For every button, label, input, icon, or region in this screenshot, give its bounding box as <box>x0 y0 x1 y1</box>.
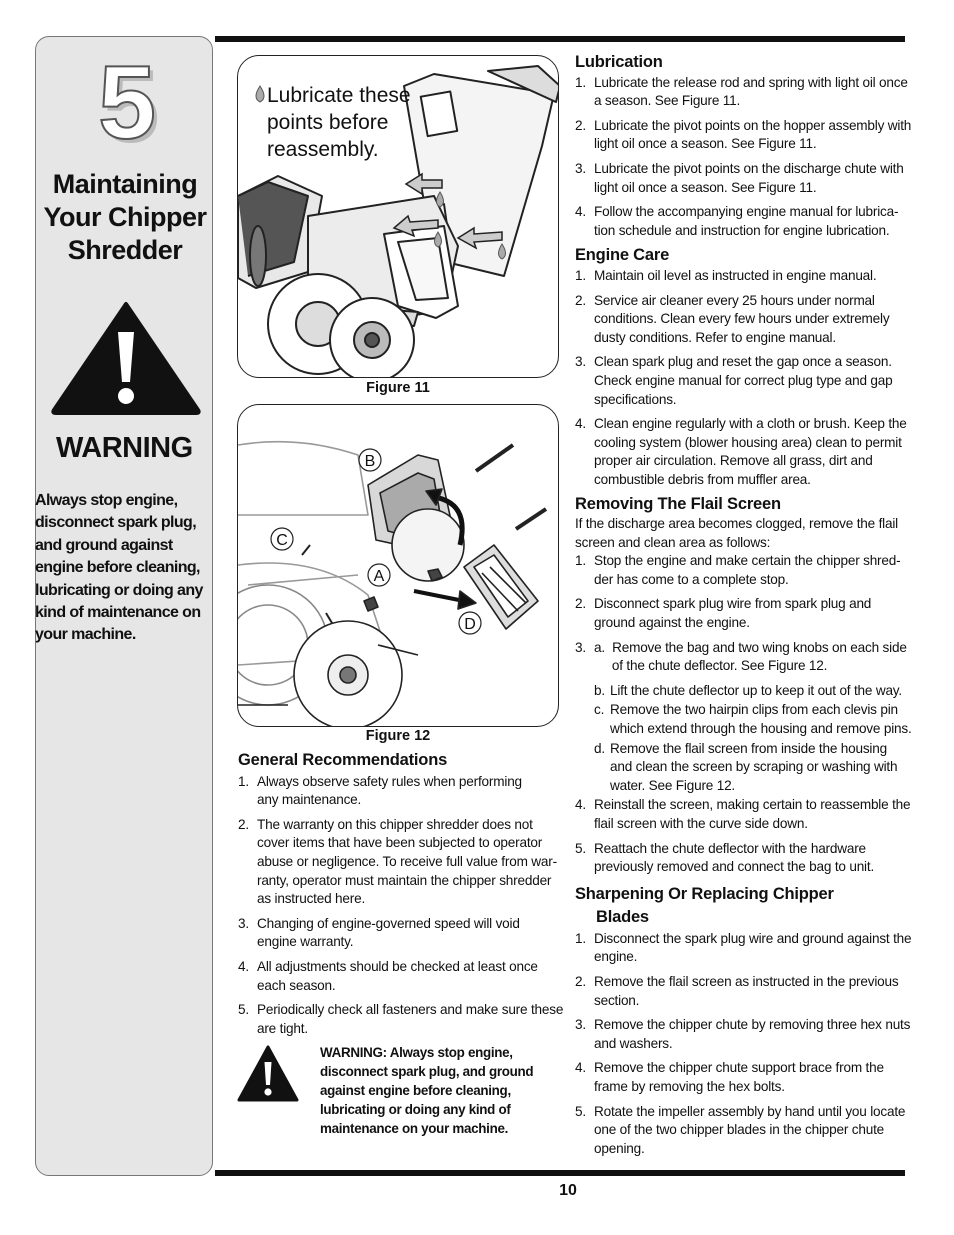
list-item <box>238 915 560 952</box>
warning-text <box>35 490 215 647</box>
list-item-number: 4. <box>575 797 586 813</box>
label-a: A <box>373 568 385 585</box>
list-item-line: Remove the chipper chute support brace from the <box>594 1060 884 1076</box>
list-item-number: 5. <box>575 1103 586 1119</box>
top-rule <box>215 36 905 42</box>
warning-triangle-icon <box>50 300 202 415</box>
list-item-number: d. <box>594 740 605 756</box>
list-item-number: 3. <box>575 639 586 655</box>
list-item <box>575 203 910 240</box>
list-item-line: Lubricate the release rod and spring with light oil once <box>594 74 908 90</box>
list-item-number: 2. <box>575 596 586 612</box>
flail-intro <box>575 515 910 552</box>
list-item <box>575 639 910 676</box>
general-recommendations-section <box>238 751 564 1044</box>
list-item-line: frame by removing the hex bolts. <box>594 1078 785 1094</box>
list-item-number: 1. <box>575 74 586 90</box>
warning-text-line: engine before cleaning, <box>35 559 200 577</box>
chapter-number: 5 <box>98 45 156 161</box>
warning-line: lubricating or doing any kind of <box>320 1102 511 1117</box>
list-item-line: Service air cleaner every 25 hours under normal <box>594 292 875 308</box>
list-item-line: ground against the engine. <box>594 615 750 631</box>
list-item-line: which extend through the housing and remove pins. <box>610 721 912 736</box>
list-item <box>575 595 910 632</box>
list-item <box>575 740 910 796</box>
list-item <box>575 74 910 111</box>
list-item-number: 1. <box>575 267 586 283</box>
chapter-title-line: Shredder <box>67 235 183 265</box>
list-item <box>575 973 910 1010</box>
list-item-line: Disconnect spark plug wire from spark plug and <box>594 596 872 612</box>
list-item-line: Maintain oil level as instructed in engine manual. <box>594 267 877 283</box>
warning-triangle-icon <box>237 1045 299 1103</box>
list-item-number: 1. <box>575 930 586 946</box>
list-item-number: b. <box>594 682 605 698</box>
figure-12-box <box>237 404 559 727</box>
list-item-number: 2. <box>238 816 249 832</box>
general-list <box>238 773 564 1039</box>
list-item-number: 3. <box>575 1017 586 1033</box>
list-item-line: Lubricate the pivot points on the discharge chute with <box>594 160 904 176</box>
list-item-line: Clean engine regularly with a cloth or brush. Keep the <box>594 416 907 432</box>
list-item-number: 5. <box>238 1002 249 1018</box>
list-item-line: opening. <box>594 1140 645 1156</box>
intro-line: If the discharge area becomes clogged, remove the flail <box>575 516 898 532</box>
warning-line: disconnect spark plug, and ground <box>320 1064 534 1079</box>
list-item-line: as instructed here. <box>257 891 366 907</box>
list-item-line: flail screen with the curve side down. <box>594 815 808 831</box>
heading-line: Blades <box>596 907 649 926</box>
list-item-line: combustible debris from muffler area. <box>594 471 811 487</box>
list-item-line: Remove the chipper chute by removing three hex nuts <box>594 1017 911 1033</box>
list-item <box>575 1103 910 1159</box>
list-item-line: ranty, operator must maintain the chipper shredder <box>257 872 552 888</box>
flail-screen-illustration <box>238 405 559 727</box>
warning-text-line: Always stop engine, <box>35 492 178 509</box>
list-item <box>575 840 910 877</box>
list-item-number: 2. <box>575 117 586 133</box>
list-item-line: Lift the chute deflector up to keep it out of the way. <box>610 682 902 698</box>
list-item-number: 4. <box>238 958 249 974</box>
list-item-line: Clean spark plug and reset the gap once a season. <box>594 354 892 370</box>
list-item <box>575 267 910 286</box>
list-item <box>575 701 910 738</box>
list-item-line: engine. <box>594 949 638 965</box>
list-item-line: of the chute deflector. See Figure 12. <box>594 658 828 674</box>
list-item-line: one of the two chipper blades in the chipper chute <box>594 1122 885 1138</box>
list-item-line: Reinstall the screen, making certain to reassemble the <box>594 797 911 813</box>
label-d: D <box>464 616 476 633</box>
list-item-number: 2. <box>575 292 586 308</box>
section-heading: General Recommendations <box>238 751 448 769</box>
note-line: Lubricate these <box>267 84 411 107</box>
list-item-line: dusty conditions. Refer to engine manual. <box>594 329 836 345</box>
maintenance-warning <box>320 1043 550 1138</box>
list-item-line: Disconnect the spark plug wire and ground against the <box>594 930 912 946</box>
chapter-title-line: Maintaining <box>52 169 198 199</box>
list-item-line: cover items that have been subjected to operator <box>257 835 543 851</box>
list-item <box>575 117 910 154</box>
list-item-number: 3. <box>238 915 249 931</box>
list-item-line: previously removed and connect the bag to unit. <box>594 859 875 875</box>
warning-text-line: your machine. <box>35 626 136 644</box>
page-number: 10 <box>559 1182 577 1199</box>
list-item <box>575 292 910 348</box>
list-item-number: 1. <box>575 553 586 569</box>
list-item <box>238 773 560 810</box>
chapter-title <box>36 168 214 267</box>
figure-11-note <box>254 82 411 163</box>
list-item <box>575 930 910 967</box>
list-item-line: All adjustments should be checked at least once <box>257 958 538 974</box>
warning-text-line: kind of maintenance on <box>35 604 201 622</box>
list-item-line: Check engine manual for correct plug type and gap <box>594 372 893 388</box>
warning-title: WARNING <box>56 432 193 464</box>
list-item-line: The warranty on this chipper shredder does not <box>257 816 533 832</box>
warning-line: maintenance on your machine. <box>320 1121 509 1136</box>
list-item-line: and washers. <box>594 1035 673 1051</box>
list-item <box>575 552 910 589</box>
lubrication-list <box>575 74 910 241</box>
list-item-line: Periodically check all fasteners and make sure these <box>257 1002 564 1018</box>
list-item <box>575 796 910 833</box>
engine-care-list <box>575 267 910 490</box>
list-item-line: Follow the accompanying engine manual for lubrica- <box>594 204 899 220</box>
warning-text-line: disconnect spark plug, <box>35 514 197 532</box>
list-item-line: Reattach the chute deflector with the hardware <box>594 840 866 856</box>
list-item-line: are tight. <box>257 1020 308 1036</box>
list-item-line: Lubricate the pivot points on the hopper assembly with <box>594 117 912 133</box>
list-item-number: 3. <box>575 160 586 176</box>
list-item-line: Remove the two hairpin clips from each clevis pin <box>610 702 898 718</box>
figure-11-caption: Figure 11 <box>366 380 430 396</box>
warning-line: against engine before cleaning, <box>320 1083 511 1098</box>
list-item <box>575 682 910 701</box>
warning-text-line: and ground against <box>35 536 173 554</box>
warning-line: WARNING: Always stop engine, <box>320 1045 513 1060</box>
note-line: reassembly. <box>267 138 379 161</box>
list-item-line: and clean the screen by scraping or washing with <box>610 759 898 775</box>
list-item-line: water. See Figure 12. <box>610 777 736 793</box>
list-item <box>238 816 560 909</box>
section-heading: Lubrication <box>575 53 663 71</box>
list-item <box>238 1001 564 1038</box>
list-item-line: a. Remove the bag and two wing knobs on each side <box>594 639 907 655</box>
list-item-line: Changing of engine-governed speed will void <box>257 915 520 931</box>
list-item-number: 4. <box>575 1060 586 1076</box>
section-heading: Removing The Flail Screen <box>575 495 781 514</box>
list-item <box>575 1016 910 1053</box>
list-item-number: 1. <box>238 773 249 789</box>
list-item-line: Rotate the impeller assembly by hand until you locate <box>594 1103 906 1119</box>
list-item-line: Always observe safety rules when performing <box>257 773 522 789</box>
list-item-line: cooling system (blower housing area) clean to permit <box>594 434 902 450</box>
list-item-number: 3. <box>575 354 586 370</box>
list-item-line: a season. See Figure 11. <box>594 93 741 109</box>
intro-line: screen and clean area as follows: <box>575 534 771 550</box>
flail-list <box>575 552 910 877</box>
list-item <box>575 415 910 489</box>
list-item-number: 4. <box>575 204 586 220</box>
list-item-number: 5. <box>575 840 586 856</box>
section-heading: Engine Care <box>575 246 670 265</box>
list-item-line: Remove the flail screen from inside the housing <box>610 740 887 756</box>
list-item-line: der has come to a complete stop. <box>594 571 789 587</box>
list-item-line: specifications. <box>594 391 677 407</box>
list-item-line: Remove the flail screen as instructed in the previous <box>594 973 899 989</box>
warning-text-line: lubricating or doing any <box>35 581 203 599</box>
label-c: C <box>276 532 288 549</box>
list-item-line: Stop the engine and make certain the chipper shred- <box>594 553 901 569</box>
right-column <box>575 53 910 1164</box>
section-heading <box>575 883 910 929</box>
list-item <box>575 1059 910 1096</box>
list-item-line: proper air circulation. Remove all grass, dirt and <box>594 453 873 469</box>
heading-line: Sharpening Or Replacing Chipper <box>575 884 834 903</box>
list-item-line: conditions. Clean every few hours under extremely <box>594 311 890 327</box>
list-item-line: light oil once a season. See Figure 11. <box>594 136 817 152</box>
list-item-number: 2. <box>575 973 586 989</box>
list-item-line: any maintenance. <box>257 792 362 808</box>
list-item <box>575 160 910 197</box>
figure-12-caption: Figure 12 <box>365 728 431 744</box>
list-item <box>575 353 910 409</box>
bottom-rule <box>215 1170 905 1176</box>
list-item-line: abuse or negligence. To receive full value from war- <box>257 853 557 869</box>
list-item-line: section. <box>594 992 640 1008</box>
list-item-number: 4. <box>575 416 586 432</box>
list-item-line: each season. <box>257 977 336 993</box>
list-item-number: c. <box>594 702 605 718</box>
list-item <box>238 958 560 995</box>
list-item-line: tion schedule and instruction for engine lubrication. <box>594 222 890 238</box>
list-item-line: engine warranty. <box>257 934 354 950</box>
chapter-title-line: Your Chipper <box>43 202 207 232</box>
note-line: points before <box>267 111 389 134</box>
label-b: B <box>364 453 376 470</box>
sharpen-list <box>575 930 910 1159</box>
list-item-line: light oil once a season. See Figure 11. <box>594 179 817 195</box>
